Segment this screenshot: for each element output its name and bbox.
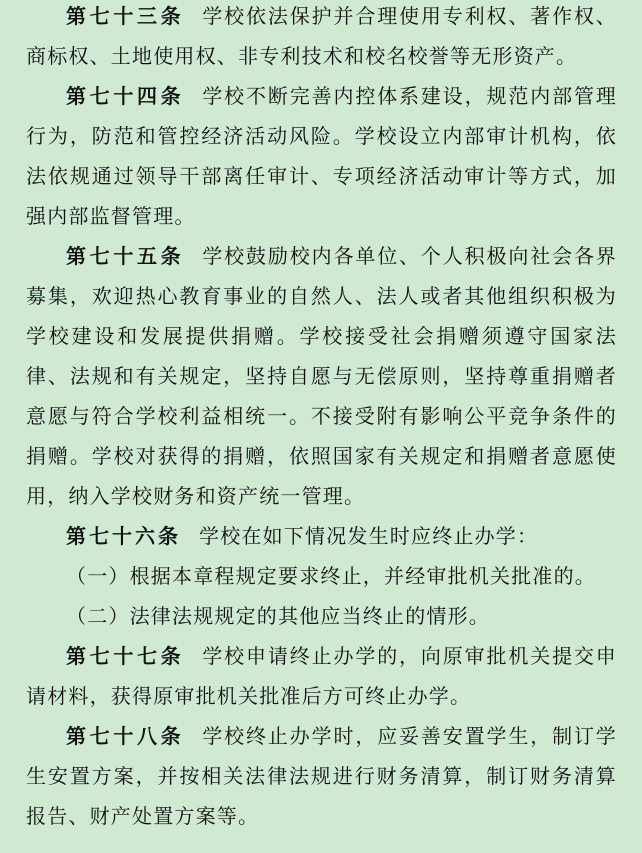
article-heading: 第七十七条 — [66, 644, 185, 668]
article-body: 学校不断完善内控体系建设，规范内部管理行为，防范和管控经济活动风险。学校设立内部审计机构，依法依规通过领导干部离任审计、专项经济活动审计等方式，加强内部监督管理。 — [26, 84, 617, 228]
article-76 — [26, 516, 617, 556]
article-heading: 第七十四条 — [66, 84, 185, 108]
article-heading: 第七十八条 — [66, 724, 185, 748]
article-body: 学校依法保护并合理使用专利权、著作权、商标权、土地使用权、非专利技术和校名校誉等无形资产。 — [26, 4, 617, 68]
article-heading: 第七十五条 — [66, 244, 185, 268]
article-78 — [26, 716, 617, 836]
article-76-item-2: （二）法律法规规定的其他应当终止的情形。 — [66, 604, 490, 628]
article-body: 学校终止办学时，应妥善安置学生，制订学生安置方案，并按相关法律法规进行财务清算，制订财务清算报告、财产处置方案等。 — [26, 724, 617, 828]
article-body: 学校申请终止办学的，向原审批机关提交申请材料，获得原审批机关批准后方可终止办学。 — [26, 644, 617, 708]
article-heading: 第七十六条 — [66, 524, 181, 548]
article-73 — [26, 0, 617, 76]
article-body: 学校在如下情况发生时应终止办学： — [199, 524, 539, 548]
article-74 — [26, 76, 617, 236]
article-76-item-1: （一）根据本章程规定要求终止，并经审批机关批准的。 — [66, 564, 596, 588]
article-heading: 第七十三条 — [66, 4, 185, 28]
article-77 — [26, 636, 617, 716]
article-75 — [26, 236, 617, 516]
article-body: 学校鼓励校内各单位、个人积极向社会各界募集，欢迎热心教育事业的自然人、法人或者其他组织积极为学校建设和发展提供捐赠。学校接受社会捐赠须遵守国家法律、法规和有关规定，坚持自愿与无偿原则，坚持尊重捐赠者意愿与符合学校利益相统一。不接受附有影响公平竞争条件的捐赠。学校对获得的捐赠，依照国家有关规定和捐赠者意愿使用，纳入学校财务和资产统一管理。 — [26, 244, 617, 508]
